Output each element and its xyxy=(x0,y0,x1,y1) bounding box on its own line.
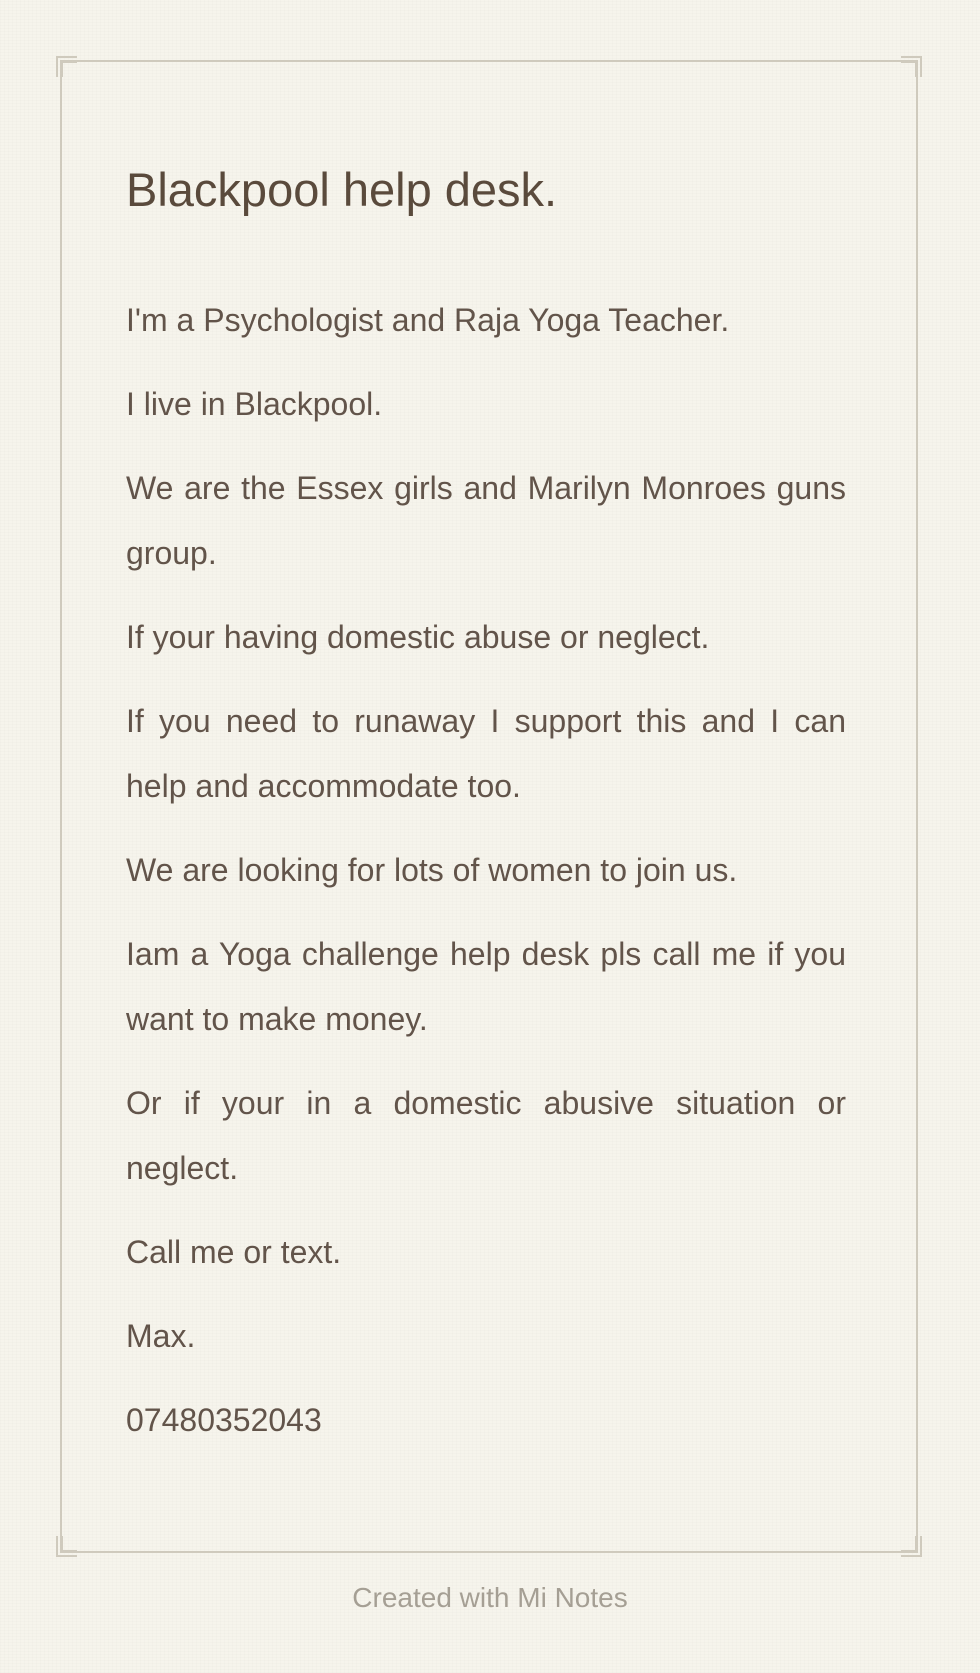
note-body xyxy=(126,288,846,1453)
note-content xyxy=(126,158,846,1472)
footer-watermark: Created with Mi Notes xyxy=(352,1582,628,1613)
note-paragraph: Iam a Yoga challenge help desk pls call me if you want to make money. xyxy=(126,936,846,1037)
corner-ornament-icon xyxy=(56,56,78,78)
note-paragraph: If you need to runaway I support this and I can help and accommodate too. xyxy=(126,703,846,804)
note-paragraph: Max. xyxy=(126,1318,196,1354)
note-paragraph: Call me or text. xyxy=(126,1234,342,1270)
phone-number: 07480352043 xyxy=(126,1402,322,1438)
corner-ornament-icon xyxy=(900,56,922,78)
note-paragraph: If your having domestic abuse or neglect. xyxy=(126,619,710,655)
note-paragraph: We are looking for lots of women to join us. xyxy=(126,852,738,888)
note-paragraph: Or if your in a domestic abusive situation or neglect. xyxy=(126,1085,846,1186)
note-paragraph: We are the Essex girls and Marilyn Monroes guns group. xyxy=(126,470,846,571)
note-paragraph: I live in Blackpool. xyxy=(126,386,383,422)
corner-ornament-icon xyxy=(900,1535,922,1557)
corner-ornament-icon xyxy=(56,1535,78,1557)
note-title: Blackpool help desk. xyxy=(126,163,558,216)
note-paragraph: I'm a Psychologist and Raja Yoga Teacher. xyxy=(126,302,730,338)
